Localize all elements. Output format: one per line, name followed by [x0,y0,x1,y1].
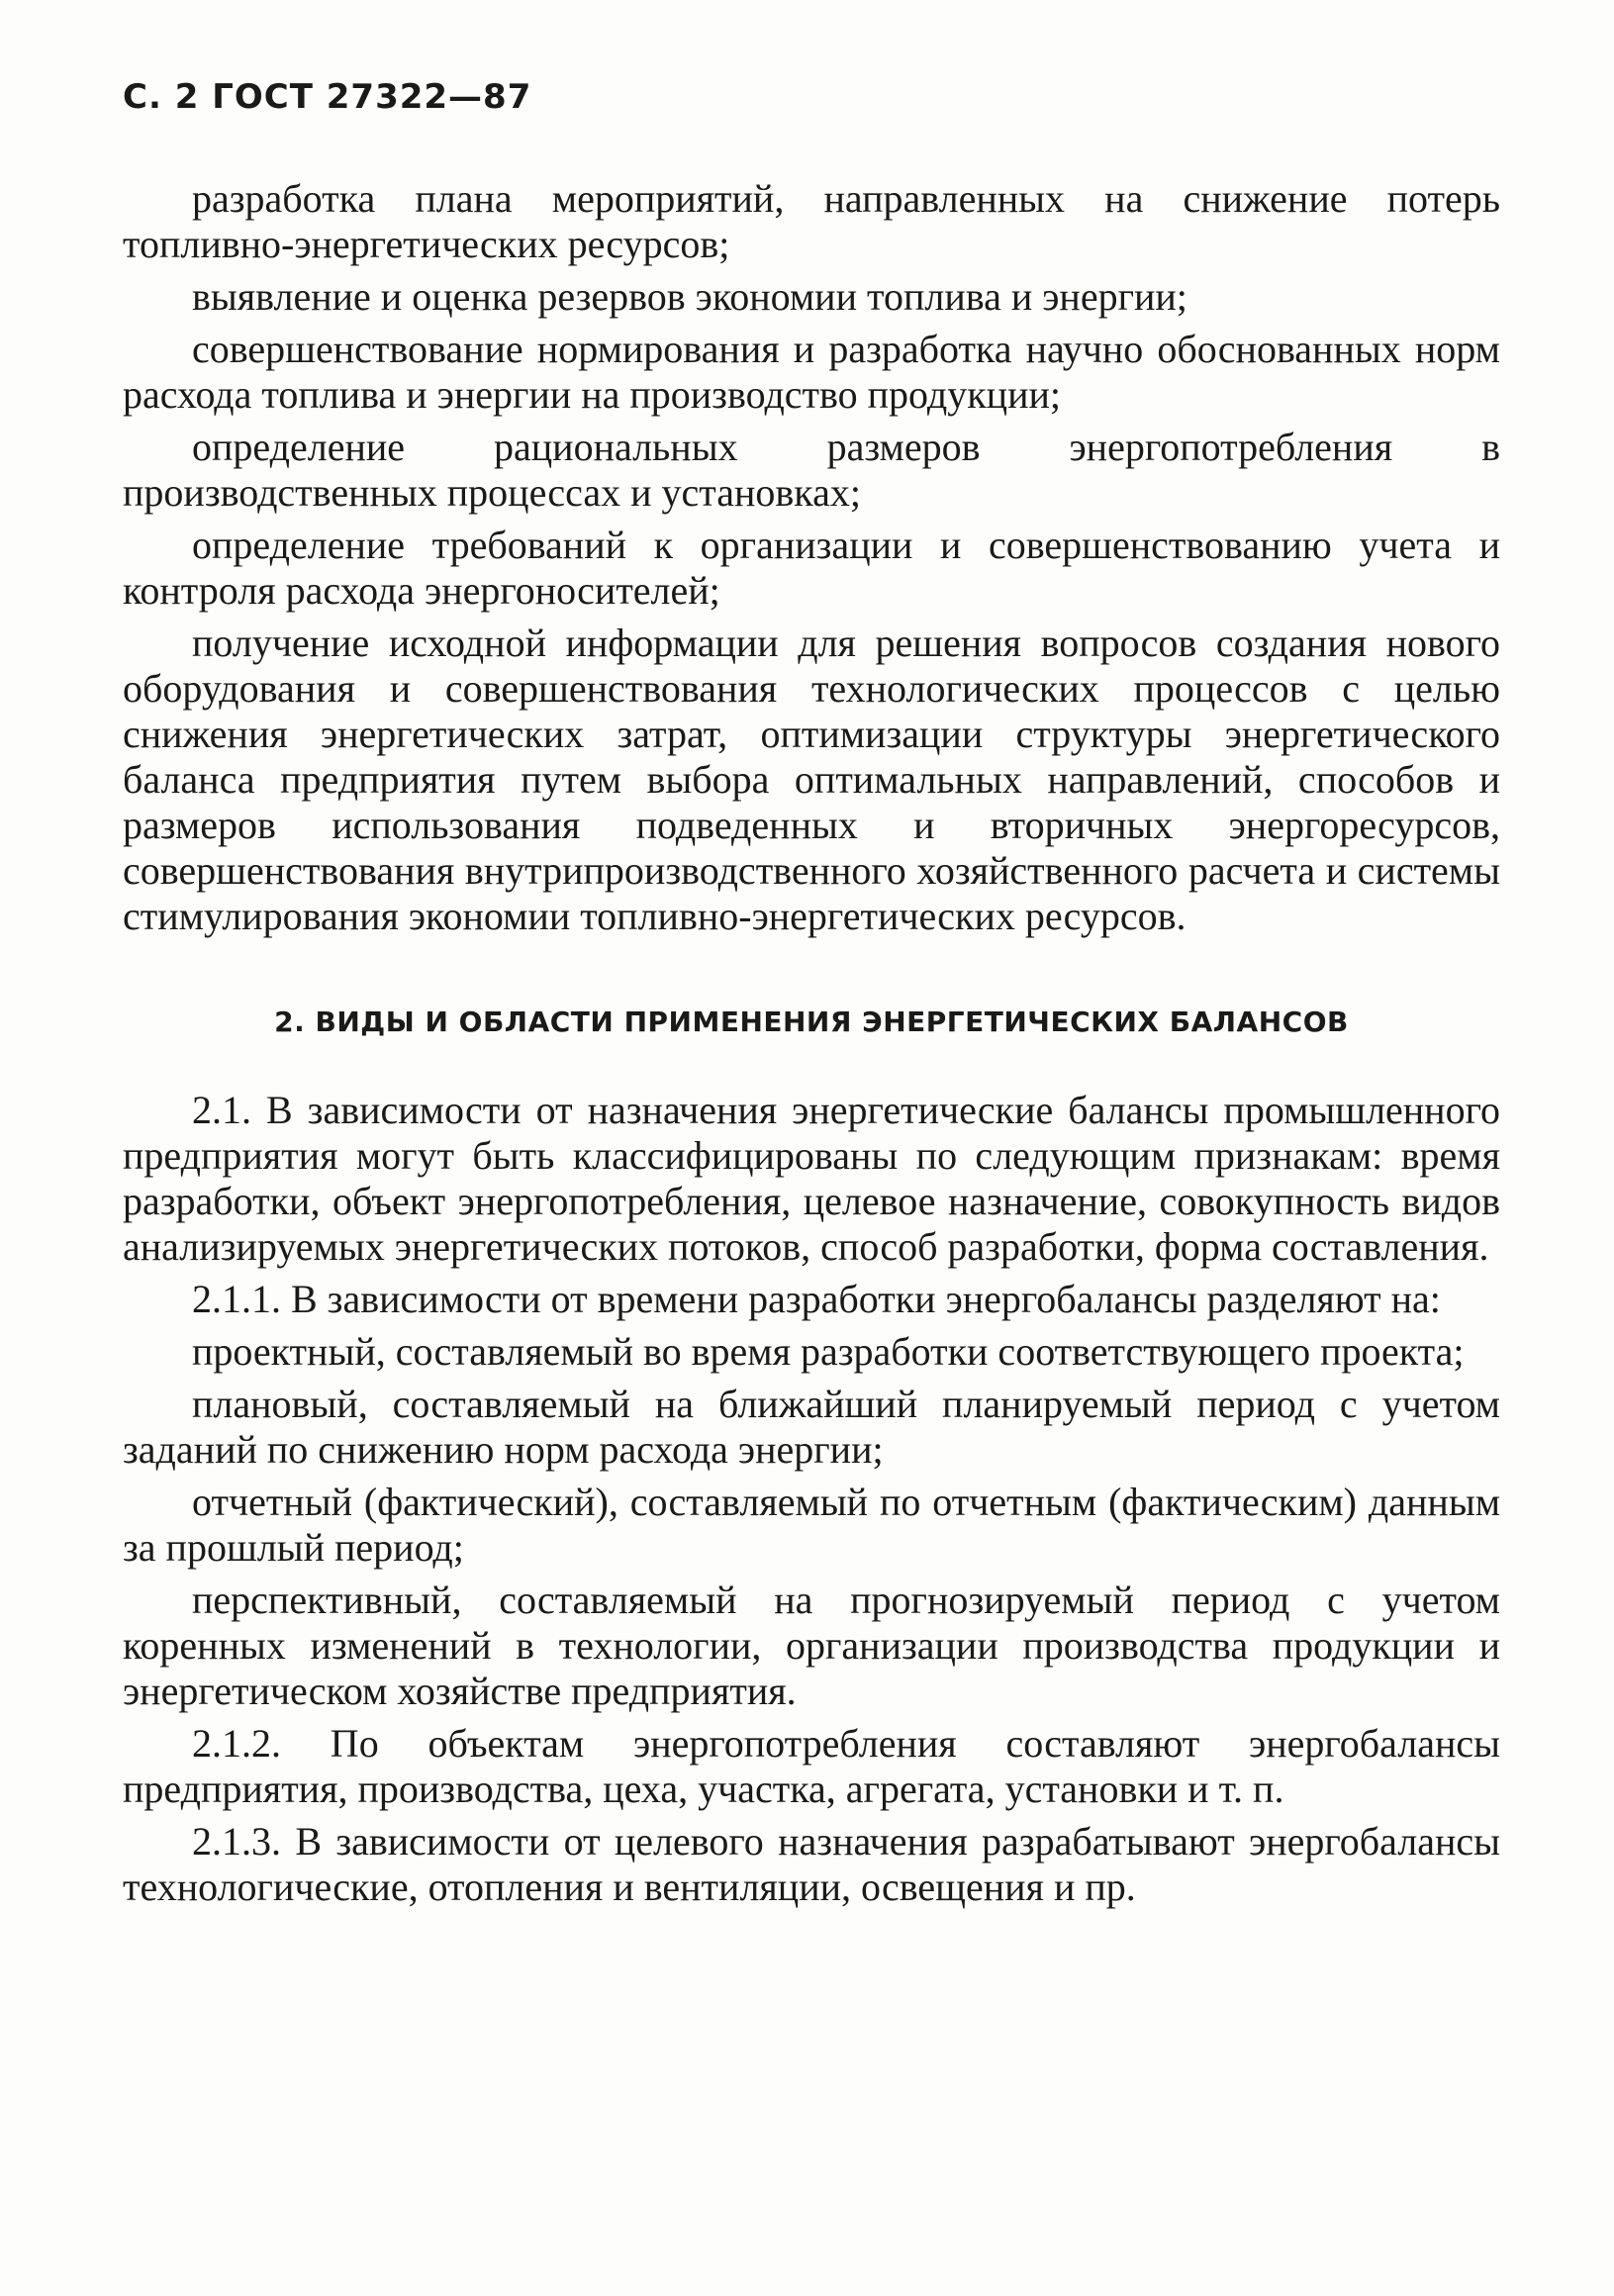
running-head: С. 2 ГОСТ 27322—87 [123,77,532,117]
paragraph-perspective: перспективный, составляемый на прогнозируемый период с учетом коренных изменений в технологии, организации производства продукции и энергетическом хозяйстве предприятия. [123,1578,1500,1713]
page-body [123,176,1500,1917]
paragraph-rational-sizes: определение рациональных размеров энергопотребления в производственных процессах и установках; [123,425,1500,515]
paragraph-2-1-3: 2.1.3. В зависимости от целевого назначения разрабатывают энергобалансы технологические, отопления и вентиляции, освещения и пр. [123,1819,1500,1909]
paragraph-requirements: определение требований к организации и совершенствованию учета и контроля расхода энергоносителей; [123,523,1500,613]
paragraph-2-1: 2.1. В зависимости от назначения энергетические балансы промышленного предприятия могут быть классифицированы по следующим признакам: время разработки, объект энергопотребления, целевое назначение, совокупность видов анализируемых энергетических потоков, способ разработки, форма составления. [123,1088,1500,1269]
paragraph-2-1-1: 2.1.1. В зависимости от времени разработки энергобалансы разделяют на: [192,1277,1441,1321]
paragraph-reporting: отчетный (фактический), составляемый по отчетным (фактическим) данным за прошлый период; [123,1480,1500,1570]
paragraph-2-1-2: 2.1.2. По объектам энергопотребления составляют энергобалансы предприятия, производства, цеха, участка, агрегата, установки и т. п. [123,1721,1500,1811]
section-heading: 2. ВИДЫ И ОБЛАСТИ ПРИМЕНЕНИЯ ЭНЕРГЕТИЧЕСКИХ БАЛАНСОВ [274,1005,1349,1038]
paragraph-initial-info: получение исходной информации для решения вопросов создания нового оборудования и совершенствования технологических процессов с целью снижения энергетических затрат, оптимизации структуры энергетического баланса предприятия путем выбора оптимальных направлений, способов и размеров использования подведенных и вторичных энергоресурсов, совершенствования внутрипроизводственного хозяйственного расчета и системы стимулирования экономии топливно-энергетических ресурсов. [123,621,1500,938]
paragraph-plan-measures: разработка плана мероприятий, направленных на снижение потерь топливно-энергетических ресурсов; [123,176,1500,266]
paragraph-norms: совершенствование нормирования и разработка научно обоснованных норм расхода топлива и энергии на производство продукции; [123,327,1500,417]
paragraph-planned: плановый, составляемый на ближайший планируемый период с учетом заданий по снижению норм расхода энергии; [123,1382,1500,1472]
paragraph-project: проектный, составляемый во время разработки соответствующего проекта; [192,1329,1465,1374]
paragraph-reserves: выявление и оценка резервов экономии топлива и энергии; [192,274,1187,319]
